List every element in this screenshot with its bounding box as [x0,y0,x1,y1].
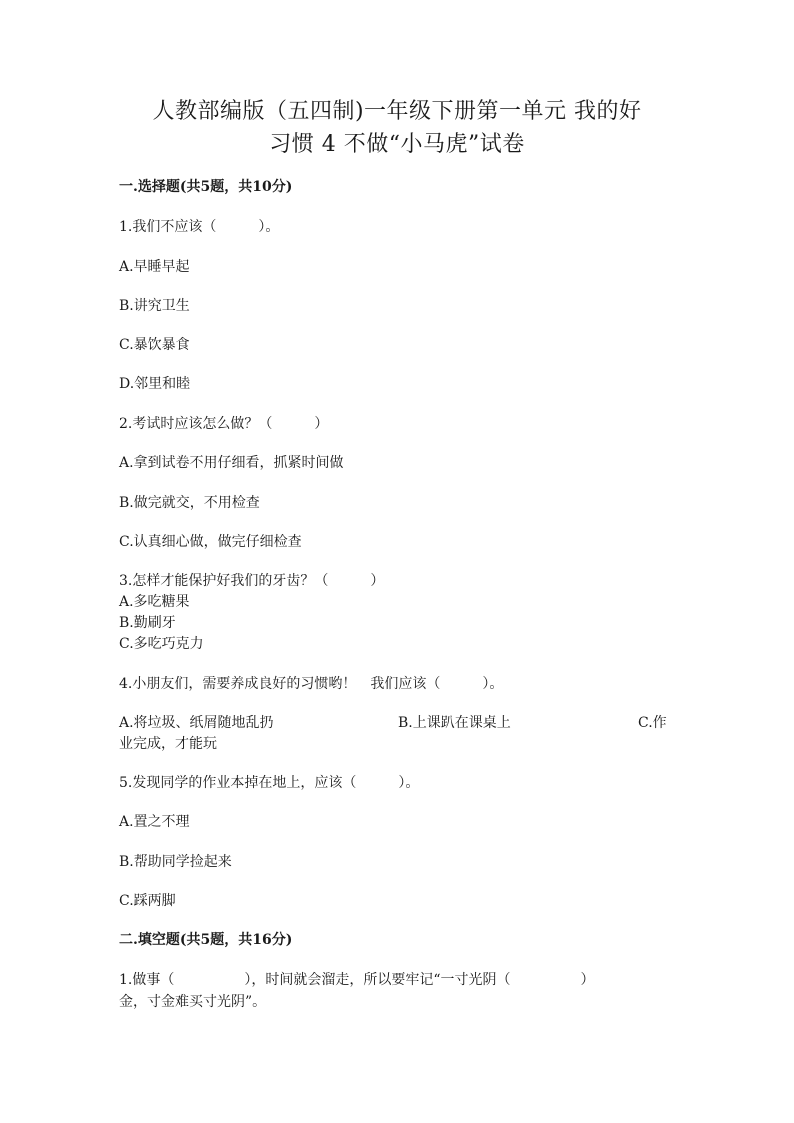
answer-option: B.做完就交，不用检查 [119,495,260,511]
answer-option: C.暴饮暴食 [119,337,190,353]
answer-option: A.将垃圾、纸屑随地乱扔 [119,715,274,731]
answer-option: C.作 [638,715,667,731]
answer-option: C.认真细心做，做完仔细检查 [119,534,302,550]
answer-option-continuation: 业完成，才能玩 [119,736,217,752]
section-heading-choice: 一.选择题(共5题，共10分) [119,179,293,195]
question-stem: 2.考试时应该怎么做？（ ） [119,416,329,432]
answer-option: A.多吃糖果 [119,594,190,610]
question-stem-continuation: 金，寸金难买寸光阴”。 [119,994,267,1010]
question-stem: 4.小朋友们，需要养成良好的习惯哟！ 我们应该（ ）。 [119,676,504,692]
question-stem: 1.我们不应该（ ）。 [119,219,280,235]
answer-option: A.置之不理 [119,814,190,830]
answer-option: A.拿到试卷不用仔细看，抓紧时间做 [119,455,344,471]
question-stem: 5.发现同学的作业本掉在地上，应该（ ）。 [119,775,420,791]
answer-option: C.多吃巧克力 [119,636,204,652]
answer-option: B.帮助同学捡起来 [119,854,232,870]
answer-option: B.讲究卫生 [119,298,190,314]
answer-option: D.邻里和睦 [119,376,191,392]
document-title-line-2: 习惯 4 不做“小马虎”试卷 [269,132,525,157]
answer-option: A.早睡早起 [119,259,190,275]
question-stem: 1.做事（ ），时间就会溜走，所以要牢记“一寸光阴（ ） [119,972,595,988]
section-heading-fill-in: 二.填空题(共5题，共16分) [119,932,293,948]
document-title-line-1: 人教部编版（五四制)一年级下册第一单元 我的好 [152,99,642,124]
answer-option: B.勤刷牙 [119,615,176,631]
answer-option: B.上课趴在课桌上 [398,715,511,731]
question-stem: 3.怎样才能保护好我们的牙齿？（ ） [119,573,385,589]
answer-option: C.踩两脚 [119,893,176,909]
